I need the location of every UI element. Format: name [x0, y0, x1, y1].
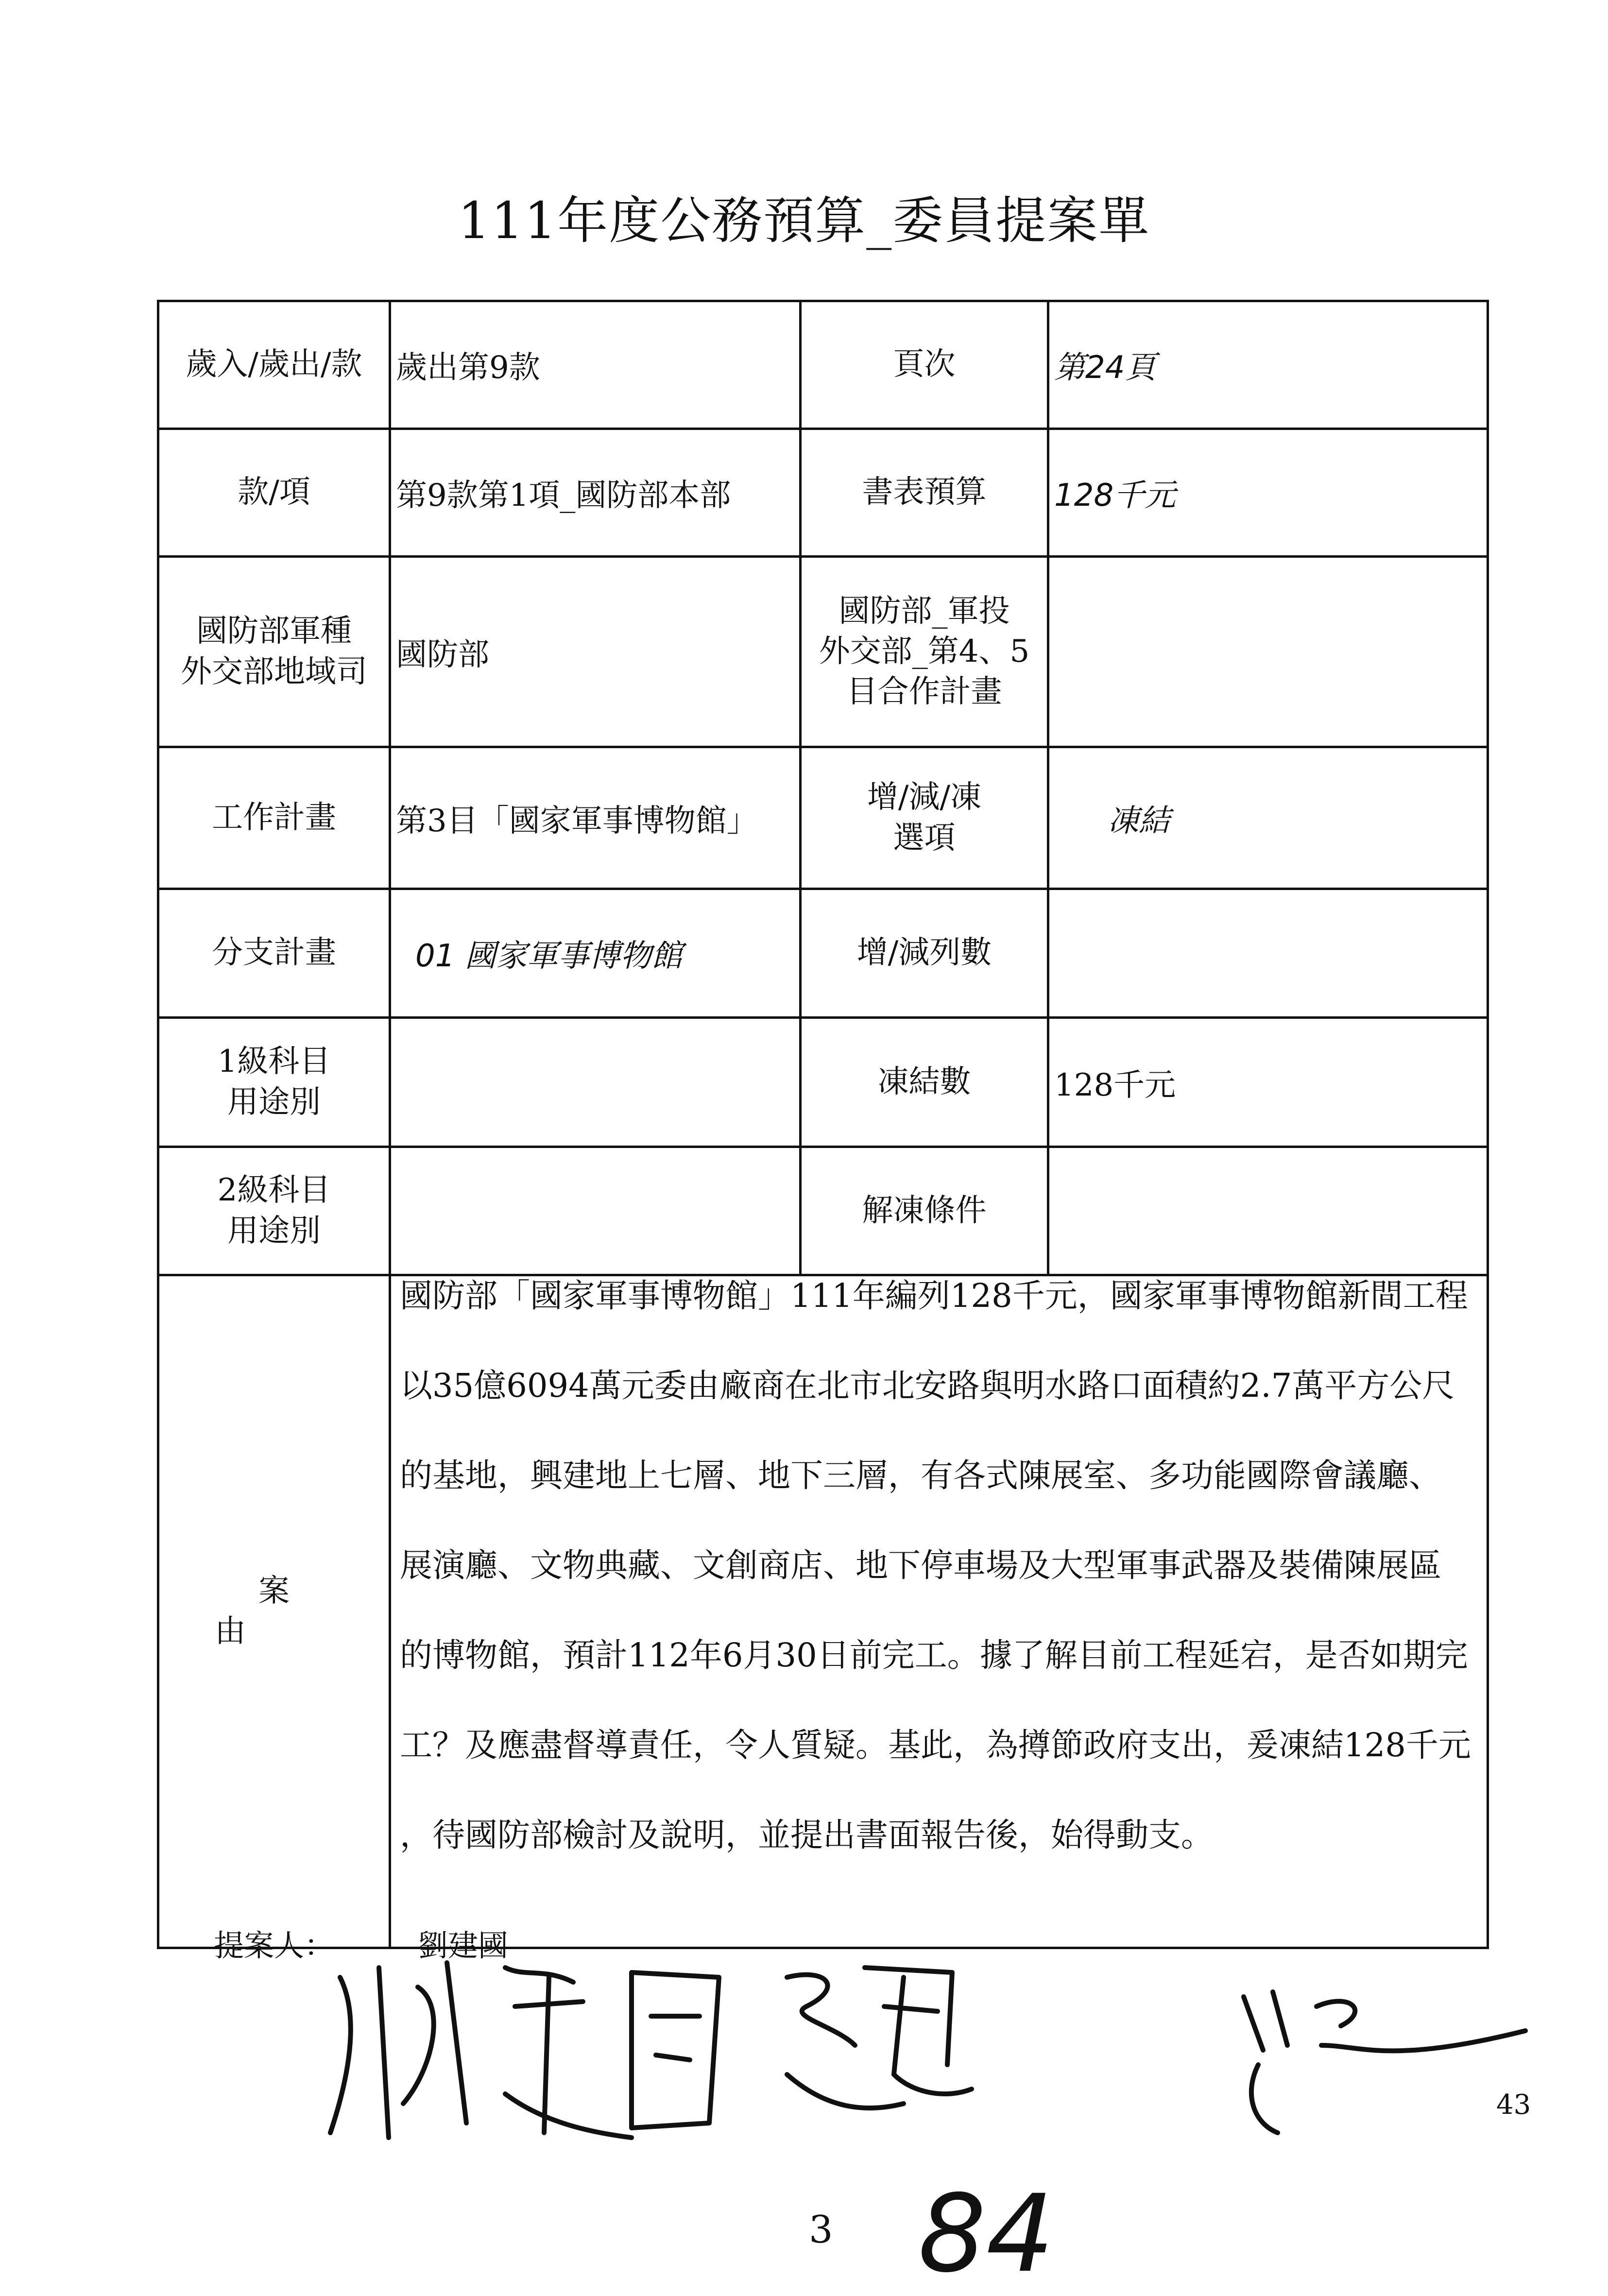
value-level2-subject [390, 1147, 801, 1275]
label-line: 增/減/凍 [867, 779, 982, 816]
table-row [158, 301, 1488, 429]
handwritten-signatures [321, 1948, 1584, 2152]
reason-body [390, 1275, 1488, 1948]
signature-stroke [1244, 1992, 1525, 2133]
value-item: 第9款第1項_國防部本部 [390, 429, 801, 557]
signature-stroke [330, 1963, 466, 2138]
reason-line: 展演廳、文物典藏、文創商店、地下停車場及大型軍事武器及裝備陳展區 [400, 1546, 1441, 1584]
table-row [158, 429, 1488, 557]
table-row [158, 889, 1488, 1018]
value-adjust-amount [1048, 889, 1488, 1018]
table-row [158, 1018, 1488, 1147]
signature-stroke [632, 1972, 719, 2128]
label-line: 目合作計畫 [846, 674, 1002, 710]
proposal-table [157, 300, 1489, 1949]
value-budget-handwritten: 128千元 [1048, 429, 1488, 557]
value-military-investment [1048, 557, 1488, 747]
label-line: 外交部_第4、5 [819, 633, 1030, 669]
reason-lines [396, 1276, 1482, 1905]
label-line: 國防部_軍投 [838, 593, 1010, 629]
value-defense-branch: 國防部 [390, 557, 801, 747]
label-page: 頁次 [801, 301, 1048, 429]
reason-line: 以35億6094萬元委由廠商在北市北安路與明水路口面積約2.7萬平方公尺 [400, 1367, 1455, 1405]
label-branch-plan: 分支計畫 [158, 889, 390, 1018]
label-level1-subject [158, 1018, 390, 1147]
reason-line: 的博物館，預計112年6月30日前完工。據了解目前工程延宕，是否如期完 [400, 1636, 1468, 1674]
page-number: 3 [809, 2208, 833, 2252]
label-line: 選項 [893, 820, 956, 856]
label-item: 款/項 [158, 429, 390, 557]
reason-line: 工？及應盡督導責任，令人質疑。基此，為撙節政府支出，爰凍結128千元 [400, 1726, 1471, 1764]
value-branch-plan-handwritten: 01 國家軍事博物館 [390, 889, 801, 1018]
label-line: 2級科目 [217, 1172, 331, 1209]
signature-stroke [865, 1968, 972, 2094]
label-unfreeze-condition: 解凍條件 [801, 1147, 1048, 1275]
label-revenue-expense: 歲入/歲出/款 [158, 301, 390, 429]
label-frozen-amount: 凍結數 [801, 1018, 1048, 1147]
corner-mark: 43 [1496, 2089, 1531, 2121]
label-reason: 案由 [158, 1275, 390, 1948]
handwritten-page-number: 84 [918, 2172, 1054, 2296]
label-work-plan: 工作計畫 [158, 747, 390, 889]
proposer-name: 劉建國 [418, 1928, 509, 1963]
reason-line: ，待國防部檢討及說明，並提出書面報告後，始得動支。 [400, 1816, 1214, 1854]
value-revenue-expense: 歲出第9款 [390, 301, 801, 429]
label-budget: 書表預算 [801, 429, 1048, 557]
label-line: 用途別 [227, 1084, 321, 1120]
label-military-investment [801, 557, 1048, 747]
proposer-label: 提案人： [214, 1928, 335, 1963]
table-row [158, 1275, 1488, 1948]
form-title: 111年度公務預算_委員提案單 [458, 191, 1150, 250]
reason-line: 國防部「國家軍事博物館」111年編列128千元，國家軍事博物館新間工程 [400, 1277, 1468, 1315]
value-adjust-option-handwritten: 凍結 [1048, 747, 1488, 889]
value-page-handwritten: 第24頁 [1048, 301, 1488, 429]
value-level1-subject [390, 1018, 801, 1147]
label-line: 用途別 [227, 1213, 321, 1249]
value-frozen-amount: 128千元 [1048, 1018, 1488, 1147]
label-adjust-amount: 增/減列數 [801, 889, 1048, 1018]
label-line: 1級科目 [217, 1044, 331, 1080]
label-defense-branch [158, 557, 390, 747]
label-line: 國防部軍種 [196, 613, 352, 650]
label-adjust-option [801, 747, 1048, 889]
value-unfreeze-condition [1048, 1147, 1488, 1275]
signature-stroke [787, 1975, 904, 2108]
label-level2-subject [158, 1147, 390, 1275]
label-line: 外交部地域司 [181, 653, 367, 690]
value-work-plan: 第3目「國家軍事博物館」 [390, 747, 801, 889]
table-row [158, 1147, 1488, 1275]
table-row [158, 557, 1488, 747]
signature-stroke [505, 1968, 632, 2138]
reason-line: 的基地，興建地上七層、地下三層，有各式陳展室、多功能國際會議廳、 [400, 1456, 1441, 1494]
table-row [158, 747, 1488, 889]
